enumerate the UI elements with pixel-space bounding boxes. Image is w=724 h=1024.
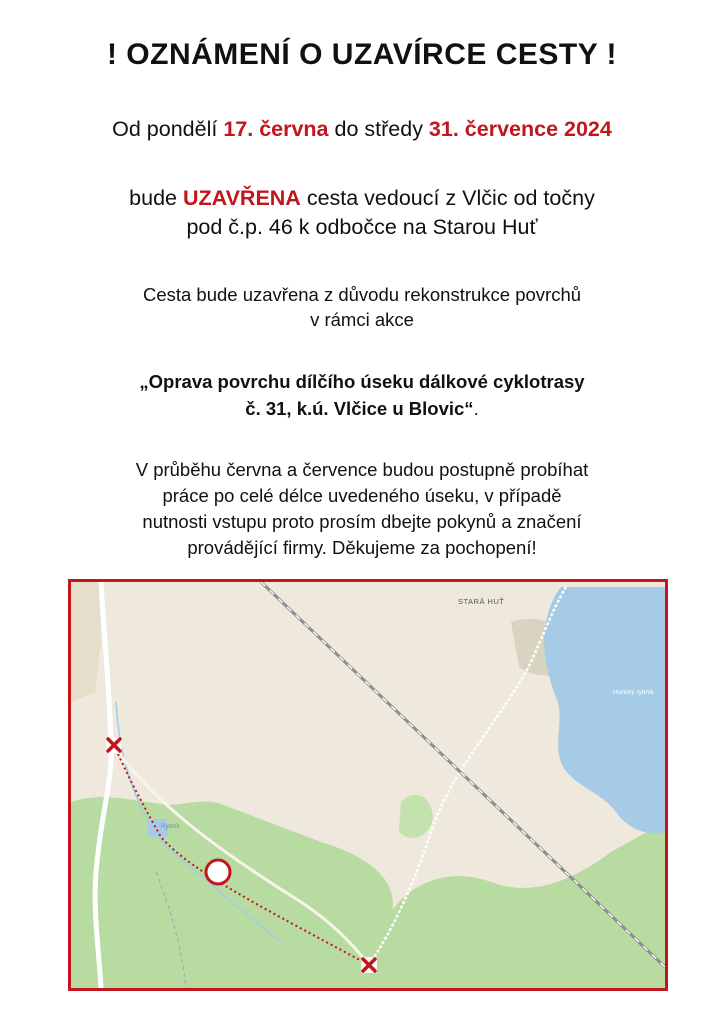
closure-dates (0, 117, 724, 142)
info-line-3: nutnosti vstupu proto prosím dbejte pokynů a značení (142, 511, 582, 532)
closure-prefix: bude (129, 186, 183, 210)
date-from-prefix: Od pondělí (112, 117, 224, 141)
date-to: 31. července 2024 (428, 117, 612, 141)
closure-reason-line-2: v rámci akce (310, 309, 414, 330)
project-name-line-2: č. 31, k.ú. Vlčice u Blovic“ (245, 398, 474, 419)
map-svg (71, 582, 665, 988)
closure-description-line-1 (0, 184, 724, 213)
project-name (0, 368, 724, 422)
closure-end-x-icon (361, 957, 377, 973)
lake-label: Hořický rybník (613, 689, 655, 696)
project-name-period: . (473, 398, 479, 419)
date-to-prefix: do středy (328, 117, 429, 141)
project-name-line-2-wrap (0, 395, 724, 422)
pond-label: Rybník (161, 824, 180, 830)
closure-description-line-2: pod č.p. 46 k odbočce na Starou Huť (186, 215, 538, 239)
closure-road-text: cesta vedoucí z Vlčic od točny (300, 186, 595, 210)
info-line-2: práce po celé délce uvedeného úseku, v případě (162, 485, 562, 506)
closed-highlight: UZAVŘENA (182, 186, 301, 210)
closure-map (68, 579, 668, 991)
notice-title: ! OZNÁMENÍ O UZAVÍRCE CESTY ! (106, 38, 618, 71)
closure-reason (0, 282, 724, 332)
closure-reason-line-1: Cesta bude uzavřena z důvodu rekonstrukce povrchů (142, 284, 582, 305)
info-line-4: provádějící firmy. Děkujeme za pochopení! (187, 537, 537, 558)
info-paragraph (0, 457, 724, 561)
stara-hut-label: STARÁ HUŤ (458, 597, 505, 606)
closure-start-x-icon (106, 737, 122, 753)
project-name-line-1: „Oprava povrchu dílčího úseku dálkové cyklotrasy (139, 371, 585, 392)
info-line-1: V průběhu června a července budou postupně probíhat (135, 459, 589, 480)
closure-description (0, 184, 724, 242)
location-circle-icon (206, 860, 230, 884)
date-from: 17. června (223, 117, 329, 141)
